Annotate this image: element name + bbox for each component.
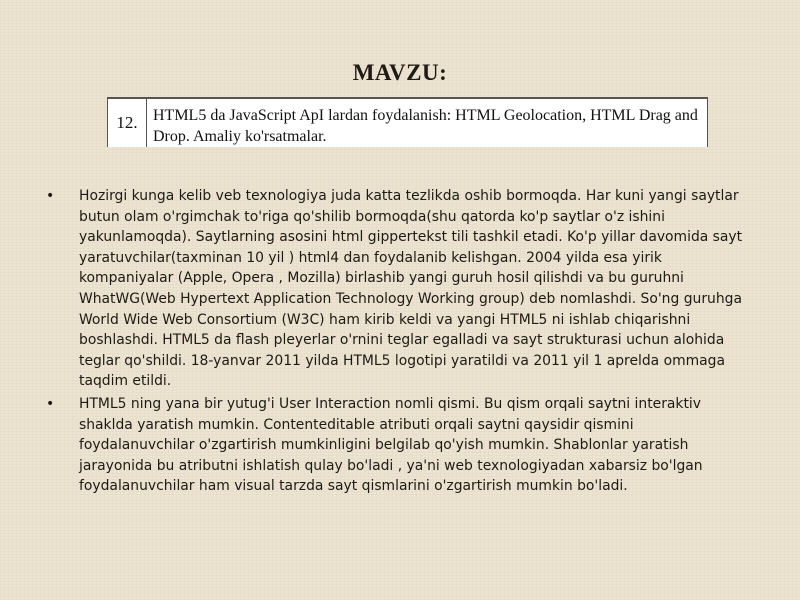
list-item <box>46 186 746 392</box>
bullet-text: Hozirgi kunga kelib veb texnologiya juda katta tezlikda oshib bormoqda. Har kuni yangi saytlar butun olam o'rgimchak to'riga qo'shilib bormoqda(shu qatorda ko'p saytlar o'z ishini yakunlamoqda). Saytlarning asosini html gippertekst tili tashkil etadi. Ko'p yillar davomida sayt yaratuvchilar(taxminan 10 yil ) html4 dan foydalanib kelishgan. 2004 yilda esa yirik kompaniyalar (Apple, Opera , Mozilla) birlashib yangi guruh hosil qilishdi va bu guruhni WhatWG(Web Hypertext Application Technology Working group) deb nomlashdi. So'ng guruhga World Wide Web Consortium (W3C) ham kirib keldi va yangi HTML5 ni ishlab chiqarishni boshlashdi. HTML5 da flash pleyerlar o'rnini teglar egalladi va sayt strukturasi uchun alohida teglar qo'shildi. 18-yanvar 2011 yilda HTML5 logotipi yaratildi va 2011 yil 1 aprelda ommaga taqdim etildi. <box>79 188 743 390</box>
bullet-list <box>46 186 746 499</box>
slide-title: MAVZU: <box>352 60 448 85</box>
topic-text: HTML5 da JavaScript ApI lardan foydalanish: HTML Geolocation, HTML Drag and Drop. Amaliy ko'rsatmalar. <box>153 107 698 145</box>
list-item <box>46 394 746 497</box>
bullet-text: HTML5 ning yana bir yutug'i User Interaction nomli qismi. Bu qism orqali saytni interaktiv shaklda yaratish mumkin. Contenteditable atributi orqali saytni qaysidir qismini foydalanuvchilar o'zgartirish mumkinligini belgilab qo'yish mumkin. Shablonlar yaratish jarayonida bu atributni ishlatish qulay bo'ladi , ya'ni web texnologiyadan xabarsiz bo'lgan foydalanuvchilar ham visual tarzda sayt qismlarini o'zgartirish mumkin bo'ladi. <box>79 395 703 495</box>
bullet-icon: • <box>46 188 55 204</box>
topic-table <box>107 97 708 147</box>
topic-number: 12. <box>108 99 147 147</box>
bullet-icon: • <box>46 395 55 412</box>
